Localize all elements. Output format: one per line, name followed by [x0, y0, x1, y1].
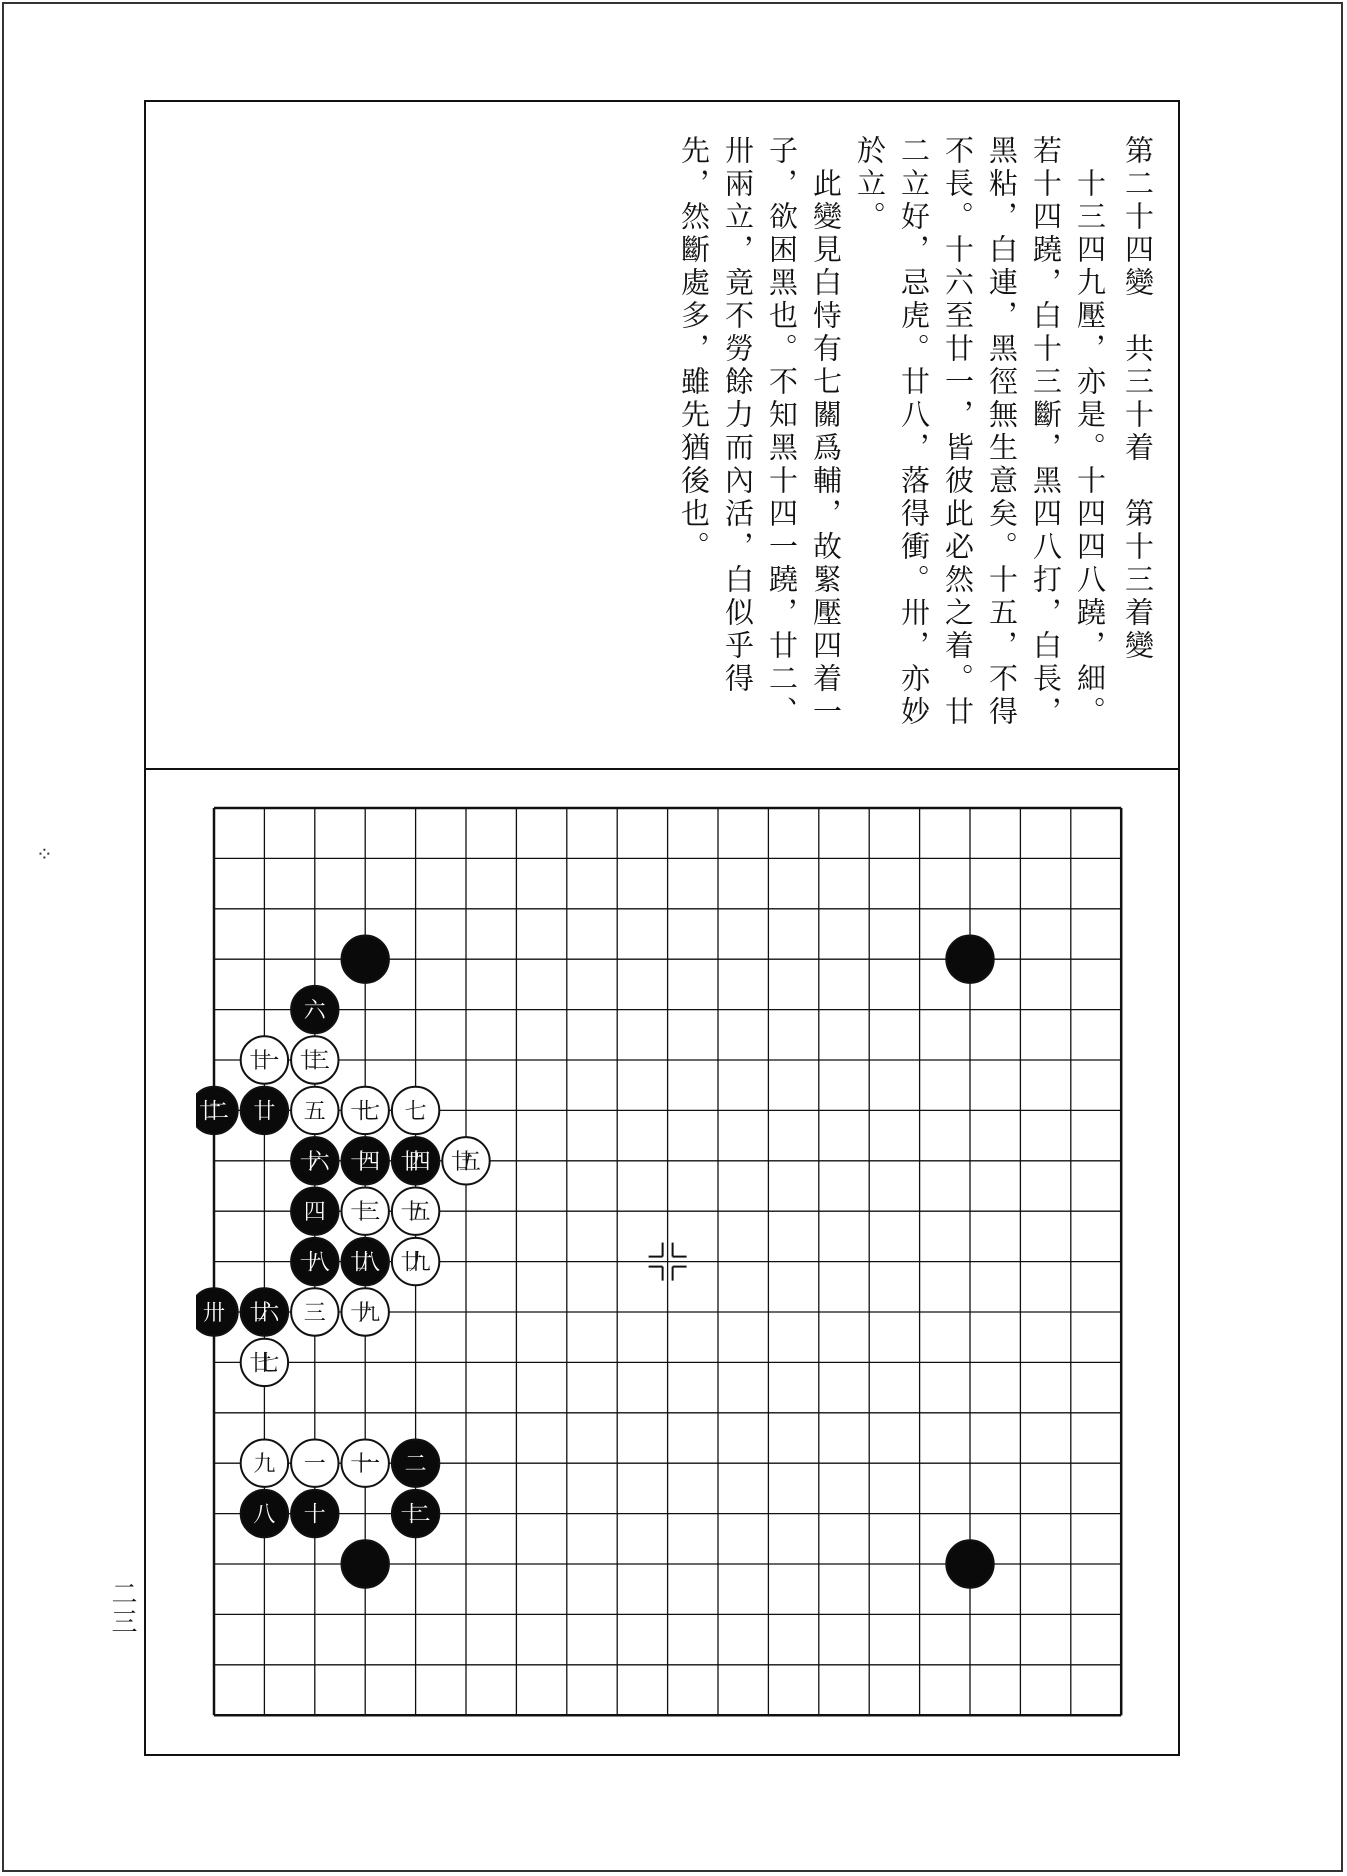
panel-divider: [144, 768, 1180, 770]
move-number-label: 廿五: [451, 1149, 481, 1175]
move-number-label: 三: [303, 1301, 326, 1326]
move-number-label: 十二: [400, 1502, 431, 1528]
move-number-label: 六: [303, 998, 326, 1024]
move-number-label: 十四: [350, 1149, 381, 1175]
black-stone: [946, 1540, 993, 1587]
black-stone: [342, 936, 389, 983]
move-number-label: 九: [253, 1452, 276, 1478]
go-board: [196, 790, 1156, 1750]
move-number-label: 四: [303, 1200, 326, 1226]
move-number-label: 十五: [400, 1200, 431, 1226]
black-stone: [342, 1540, 389, 1587]
move-number-label: 廿六: [249, 1301, 280, 1326]
move-number-label: 十一: [350, 1452, 381, 1478]
black-stone: [946, 936, 993, 983]
move-number-label: 二: [404, 1452, 427, 1478]
move-number-label: 十六: [299, 1149, 330, 1175]
move-number-label: 廿: [253, 1099, 276, 1125]
commentary-panel: [677, 135, 1160, 735]
page-number: 二三: [107, 1580, 137, 1636]
variation-title: 第二十四變 共三十着 第十三着變: [1121, 135, 1155, 663]
move-number-label: 廿二: [199, 1099, 229, 1125]
move-number-label: 卅: [202, 1301, 226, 1326]
move-number-label: 十九: [350, 1301, 381, 1326]
commentary-paragraph-1: 十三四九壓，亦是。十四四八蹺，細。若十四蹺，白十三斷，黑四八打，白長，黑粘，白連，黑徑無生意矣。十五，不得不長。十六至廿一，皆彼此必然之着。廿二立好，忌虎。廿八，落得衝。卅，亦妙於立。: [853, 135, 1107, 729]
move-number-label: 一: [303, 1452, 326, 1478]
move-number-label: 廿三: [299, 1049, 330, 1074]
scan-smudge: ⁘: [36, 842, 53, 866]
move-number-label: 十: [303, 1502, 326, 1528]
move-number-label: 廿九: [400, 1250, 431, 1276]
move-number-label: 廿八: [350, 1250, 381, 1276]
move-number-label: 十三: [350, 1200, 381, 1226]
commentary-paragraph-2: 此變見白恃有七關爲輔，故緊壓四着一子，欲困黑也。不知黑十四一蹺，廿二、卅兩立，竟不勞餘力而內活，白似乎得先，然斷處多，雖先猶後也。: [677, 135, 843, 729]
move-number-label: 五: [303, 1099, 326, 1125]
move-number-label: 廿一: [249, 1049, 280, 1074]
move-number-label: 廿七: [249, 1351, 280, 1377]
move-number-label: 十八: [299, 1250, 330, 1276]
move-number-label: 廿四: [400, 1149, 431, 1175]
move-number-label: 七: [404, 1099, 427, 1125]
move-number-label: 八: [253, 1502, 276, 1528]
move-number-label: 十七: [350, 1099, 381, 1125]
